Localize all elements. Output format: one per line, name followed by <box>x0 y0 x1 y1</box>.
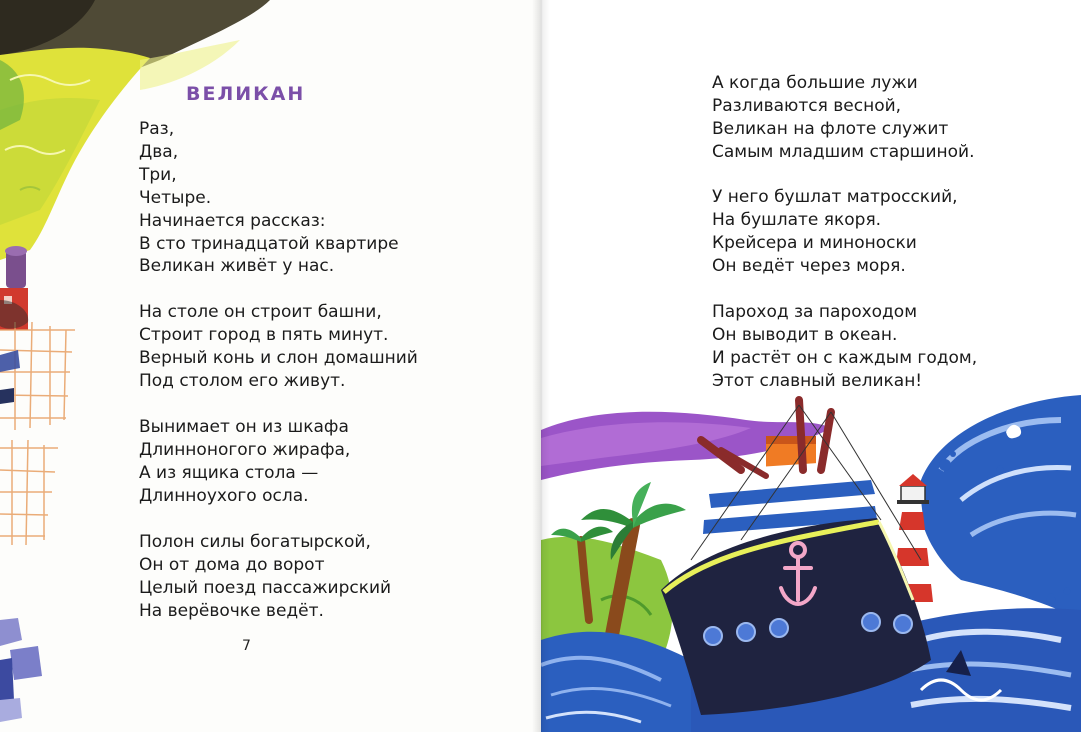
poem-line: Длинноногого жирафа, <box>139 439 351 460</box>
poem-line: Он ведёт через моря. <box>712 255 906 276</box>
poem-line: На верёвочке ведёт. <box>139 600 324 621</box>
right-page <box>541 0 1081 732</box>
poem-line: Крейсера и миноноски <box>712 232 917 253</box>
poem-line: Два, <box>139 141 179 162</box>
poem-line: Строит город в пять минут. <box>139 324 389 345</box>
poem-line: Вынимает он из шкафа <box>139 417 349 437</box>
poem-line: Великан на флоте служит <box>712 118 949 139</box>
poem-line: Целый поезд пассажирский <box>139 577 392 598</box>
page-number: 7 <box>242 638 251 654</box>
poem-line: А когда большие лужи <box>712 73 918 93</box>
left-stanza-2 <box>139 301 418 393</box>
poem-line: И растёт он с каждым годом, <box>712 347 978 368</box>
poem-line: А из ящика стола — <box>139 462 319 483</box>
left-stanza-1 <box>139 118 399 278</box>
poem-line: Пароход за пароходом <box>712 302 918 322</box>
ship-illustration <box>541 0 1081 732</box>
poem-line: Полон силы богатырской, <box>139 532 371 552</box>
poem-line: Он выводит в океан. <box>712 324 898 345</box>
poem-line: Разливаются весной, <box>712 95 902 116</box>
poem-line: Верный конь и слон домашний <box>139 347 418 368</box>
poem-line: Он от дома до ворот <box>139 554 325 575</box>
poem-line: На бушлате якоря. <box>712 209 882 230</box>
poem-line: Под столом его живут. <box>139 370 346 391</box>
left-stanza-3 <box>139 416 350 508</box>
poem-line: Раз, <box>139 119 175 139</box>
book-gutter-shadow <box>532 0 550 732</box>
poem-line: В сто тринадцатой квартире <box>139 233 399 254</box>
left-stanza-4 <box>139 531 391 623</box>
poem-title: ВЕЛИКАН <box>186 83 306 105</box>
poem-line: На столе он строит башни, <box>139 302 382 322</box>
poem-line: Самым младшим старшиной. <box>712 141 975 162</box>
poem-line: Начинается рассказ: <box>139 210 326 231</box>
poem-line: Этот славный великан! <box>712 370 923 391</box>
poem-line: У него бушлат матросский, <box>712 187 958 207</box>
poem-line: Три, <box>139 164 177 185</box>
poem-line: Четыре. <box>139 187 212 208</box>
poem-line: Великан живёт у нас. <box>139 256 335 277</box>
poem-line: Длинноухого осла. <box>139 485 309 506</box>
